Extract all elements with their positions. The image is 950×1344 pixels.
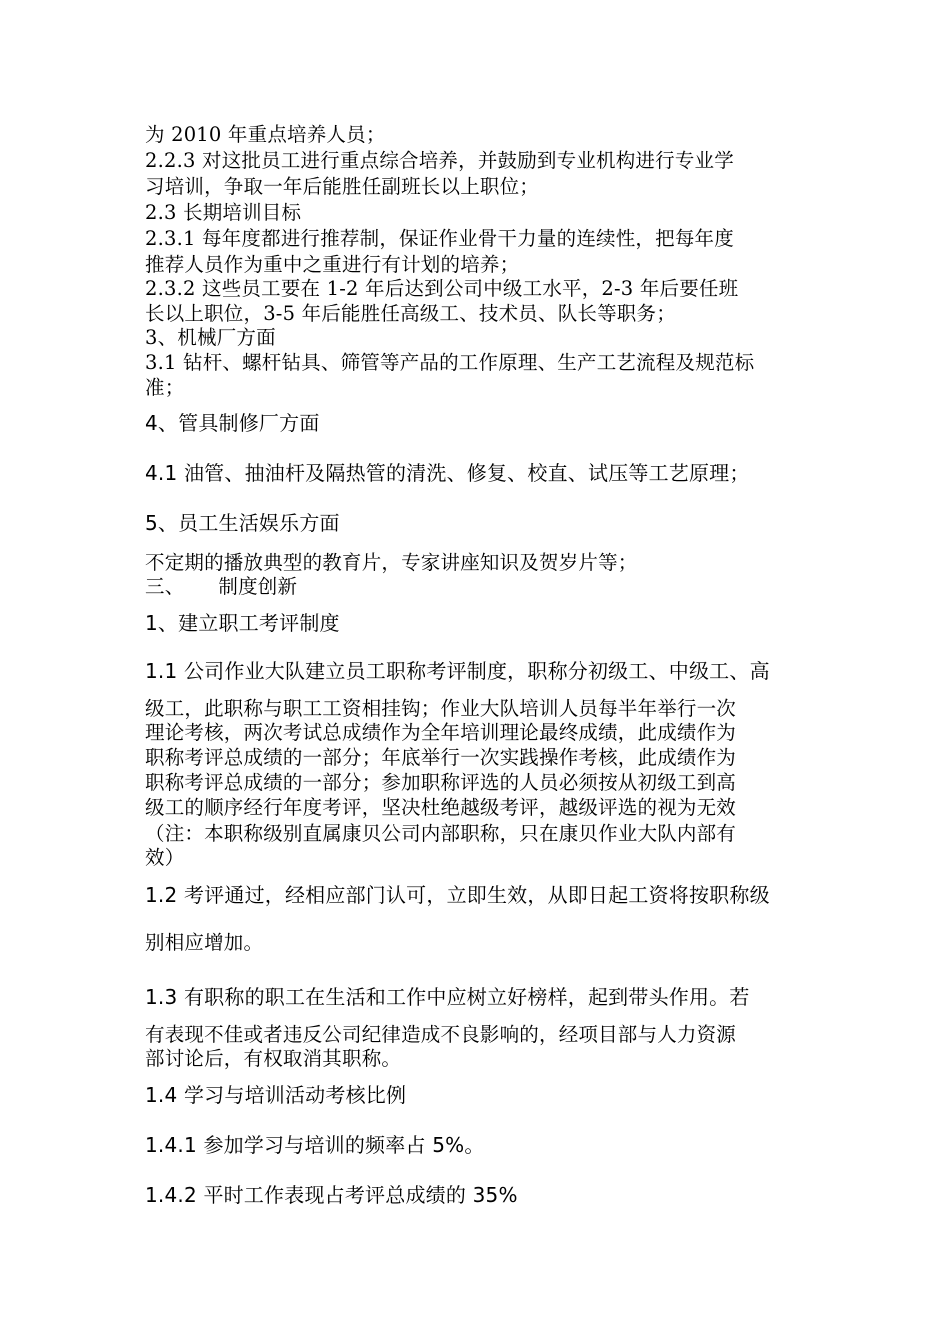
section-3-number: 三、 — [145, 575, 185, 598]
text-line: 不定期的播放典型的教育片，专家讲座知识及贺岁片等； — [145, 551, 638, 574]
text-line: 2.3 长期培训目标 — [145, 201, 302, 224]
text-line: 2.3.1 每年度都进行推荐制，保证作业骨干力量的连续性，把每年度 — [145, 227, 734, 250]
text-line: 职称考评总成绩的一部分；参加职称评选的人员必须按从初级工到高 — [145, 771, 737, 794]
section-3-title: 制度创新 — [218, 575, 298, 598]
text-line: 级工，此职称与职工工资相挂钩；作业大队培训人员每半年举行一次 — [145, 697, 737, 720]
text-line: 推荐人员作为重中之重进行有计划的培养； — [145, 253, 520, 276]
text-line: 2.3.2 这些员工要在 1-2 年后达到公司中级工水平，2-3 年后要任班 — [145, 277, 739, 300]
text-line: 准； — [145, 376, 185, 399]
text-line: 1.4 学习与培训活动考核比例 — [145, 1083, 407, 1107]
text-line: 部讨论后，有权取消其职称。 — [145, 1047, 402, 1070]
text-line: 效） — [145, 846, 185, 869]
section-heading: 1、建立职工考评制度 — [145, 611, 340, 635]
section-3-heading — [145, 574, 815, 600]
text-line: 4.1 油管、抽油杆及隔热管的清洗、修复、校直、试压等工艺原理； — [145, 461, 750, 485]
section-heading: 5、员工生活娱乐方面 — [145, 511, 340, 535]
text-line: 2.2.3 对这批员工进行重点综合培养，并鼓励到专业机构进行专业学 — [145, 149, 734, 172]
text-line: 有表现不佳或者违反公司纪律造成不良影响的，经项目部与人力资源 — [145, 1023, 737, 1046]
text-line: 3.1 钻杆、螺杆钻具、筛管等产品的工作原理、生产工艺流程及规范标 — [145, 351, 755, 374]
text-line: 别相应增加。 — [145, 931, 264, 954]
text-line: 1.2 考评通过，经相应部门认可，立即生效，从即日起工资将按职称级 — [145, 883, 770, 907]
text-line: 理论考核，两次考试总成绩作为全年培训理论最终成绩，此成绩作为 — [145, 721, 737, 744]
text-line: 1.1 公司作业大队建立员工职称考评制度，职称分初级工、中级工、高 — [145, 659, 770, 683]
text-line: 习培训，争取一年后能胜任副班长以上职位； — [145, 175, 540, 198]
text-line: 1.3 有职称的职工在生活和工作中应树立好榜样，起到带头作用。若 — [145, 985, 750, 1009]
text-line: 1.4.1 参加学习与培训的频率占 5%。 — [145, 1133, 485, 1157]
text-line: 职称考评总成绩的一部分；年底举行一次实践操作考核，此成绩作为 — [145, 746, 737, 769]
text-line: 级工的顺序经行年度考评，坚决杜绝越级考评，越级评选的视为无效 — [145, 796, 737, 819]
text-line: 1.4.2 平时工作表现占考评总成绩的 35% — [145, 1183, 518, 1207]
text-line: （注：本职称级别直属康贝公司内部职称，只在康贝作业大队内部有 — [145, 822, 737, 845]
text-line: 3、机械厂方面 — [145, 326, 276, 349]
section-heading: 4、管具制修厂方面 — [145, 411, 320, 435]
text-line: 长以上职位，3-5 年后能胜任高级工、技术员、队长等职务； — [145, 302, 676, 325]
text-line: 为 2010 年重点培养人员； — [145, 123, 386, 146]
